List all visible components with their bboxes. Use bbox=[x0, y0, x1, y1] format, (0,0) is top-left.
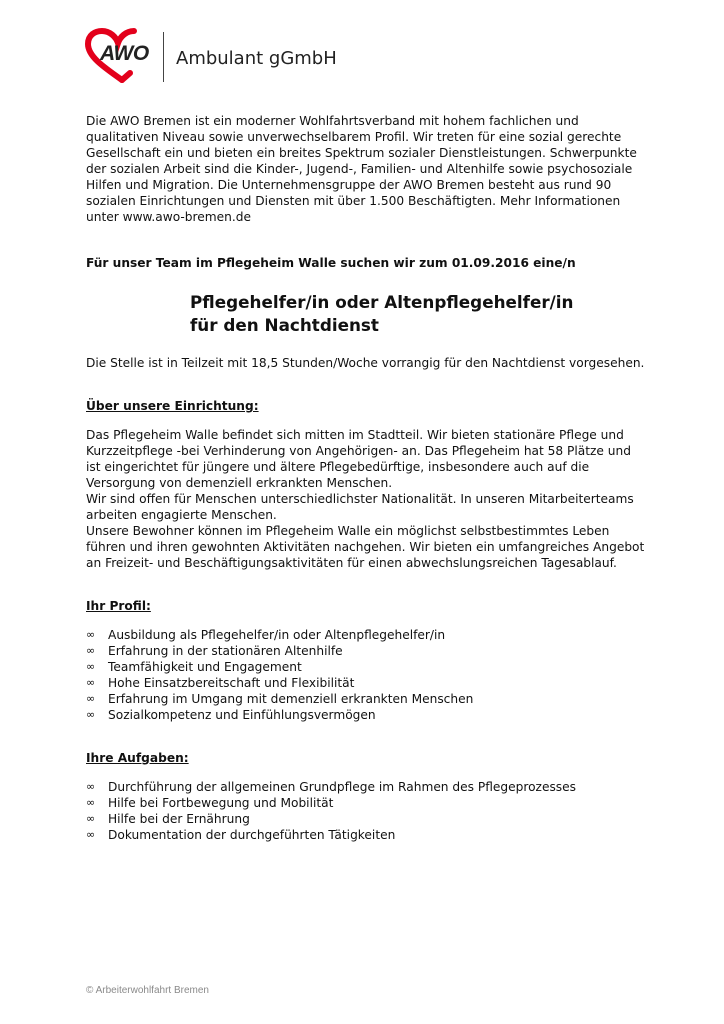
profil-heading: Ihr Profil: bbox=[86, 599, 151, 613]
aufgaben-list bbox=[86, 779, 646, 843]
einrichtung-paragraph: Wir sind offen für Menschen unterschiedlichster Nationalität. In unseren Mitarbeiterteams arbeiten engagierte Menschen. bbox=[86, 492, 634, 522]
list-item-text: Erfahrung in der stationären Altenhilfe bbox=[108, 644, 343, 658]
list-item bbox=[86, 707, 646, 723]
part-time-note: Die Stelle ist in Teilzeit mit 18,5 Stunden/Woche vorrangig für den Nachtdienst vorgesehen. bbox=[86, 356, 645, 370]
infinity-bullet-icon: ∞ bbox=[86, 812, 96, 825]
job-posting bbox=[86, 113, 646, 843]
list-item-text: Hilfe bei Fortbewegung und Mobilität bbox=[108, 796, 334, 810]
list-item-text: Teamfähigkeit und Engagement bbox=[108, 660, 302, 674]
list-item bbox=[86, 659, 646, 675]
infinity-bullet-icon: ∞ bbox=[86, 780, 96, 793]
aufgaben-heading: Ihre Aufgaben: bbox=[86, 751, 189, 765]
infinity-bullet-icon: ∞ bbox=[86, 628, 96, 641]
list-item-text: Erfahrung im Umgang mit demenziell erkrankten Menschen bbox=[108, 692, 474, 706]
einrichtung-heading: Über unsere Einrichtung: bbox=[86, 399, 259, 413]
list-item-text: Sozialkompetenz und Einfühlungsvermögen bbox=[108, 708, 376, 722]
infinity-bullet-icon: ∞ bbox=[86, 708, 96, 721]
list-item bbox=[86, 675, 646, 691]
job-title-line-2: für den Nachtdienst bbox=[190, 315, 379, 335]
footer-copyright: © Arbeiterwohlfahrt Bremen bbox=[86, 985, 209, 996]
list-item-text: Durchführung der allgemeinen Grundpflege im Rahmen des Pflegeprozesses bbox=[108, 780, 577, 794]
list-item-text: Dokumentation der durchgeführten Tätigkeiten bbox=[108, 828, 396, 842]
profil-list bbox=[86, 627, 646, 723]
company-name: Ambulant gGmbH bbox=[176, 48, 337, 69]
list-item bbox=[86, 627, 646, 643]
job-title bbox=[190, 291, 646, 337]
logo-divider bbox=[163, 32, 164, 82]
list-item bbox=[86, 779, 646, 795]
list-item-text: Hohe Einsatzbereitschaft und Flexibilität bbox=[108, 676, 355, 690]
team-line: Für unser Team im Pflegeheim Walle suchen wir zum 01.09.2016 eine/n bbox=[86, 256, 576, 270]
list-item bbox=[86, 827, 646, 843]
intro-paragraph: Die AWO Bremen ist ein moderner Wohlfahrtsverband mit hohem fachlichen und qualitativen Niveau sowie unverwechselbarem Profil. Wir treten für eine sozial gerechte Gesellschaft ein und bieten ein breites Spektrum sozialer Dienstleistungen. Schwerpunkte der sozialen Arbeit sind die Kinder-, Jugend-, Familien- und Altenhilfe sowie psychosoziale Hilfen und Migration. Die Unternehmensgruppe der AWO Bremen besteht aus rund 90 sozialen Einrichtungen und Diensten mit über 1.500 Beschäftigten. Mehr Informationen unter www.awo-bremen.de bbox=[86, 114, 637, 224]
infinity-bullet-icon: ∞ bbox=[86, 692, 96, 705]
list-item-text: Ausbildung als Pflegehelfer/in oder Altenpflegehelfer/in bbox=[108, 628, 446, 642]
einrichtung-paragraph: Das Pflegeheim Walle befindet sich mitten im Stadtteil. Wir bieten stationäre Pflege und Kurzzeitpflege -bei Verhinderung von Angehörigen- an. Das Pflegeheim hat 58 Plätze und ist eingerichtet für jüngere und ältere Pflegebedürftige, insbesondere auch auf die Versorgung von demenziell erkrankten Menschen. bbox=[86, 428, 631, 490]
list-item bbox=[86, 691, 646, 707]
company-logo bbox=[84, 28, 346, 84]
list-item-text: Hilfe bei der Ernährung bbox=[108, 812, 250, 826]
logo-wordmark: AWO bbox=[100, 42, 149, 65]
infinity-bullet-icon: ∞ bbox=[86, 644, 96, 657]
list-item bbox=[86, 643, 646, 659]
job-title-line-1: Pflegehelfer/in oder Altenpflegehelfer/in bbox=[190, 292, 574, 312]
infinity-bullet-icon: ∞ bbox=[86, 660, 96, 673]
einrichtung-body bbox=[86, 427, 646, 571]
infinity-bullet-icon: ∞ bbox=[86, 676, 96, 689]
einrichtung-paragraph: Unsere Bewohner können im Pflegeheim Walle ein möglichst selbstbestimmtes Leben führen und ihren gewohnten Aktivitäten nachgehen. Wir bieten ein umfangreiches Angebot an Freizeit- und Beschäftigungsaktivitäten für einen abwechslungsreichen Tagesablauf. bbox=[86, 524, 645, 570]
infinity-bullet-icon: ∞ bbox=[86, 828, 96, 841]
list-item bbox=[86, 795, 646, 811]
list-item bbox=[86, 811, 646, 827]
infinity-bullet-icon: ∞ bbox=[86, 796, 96, 809]
